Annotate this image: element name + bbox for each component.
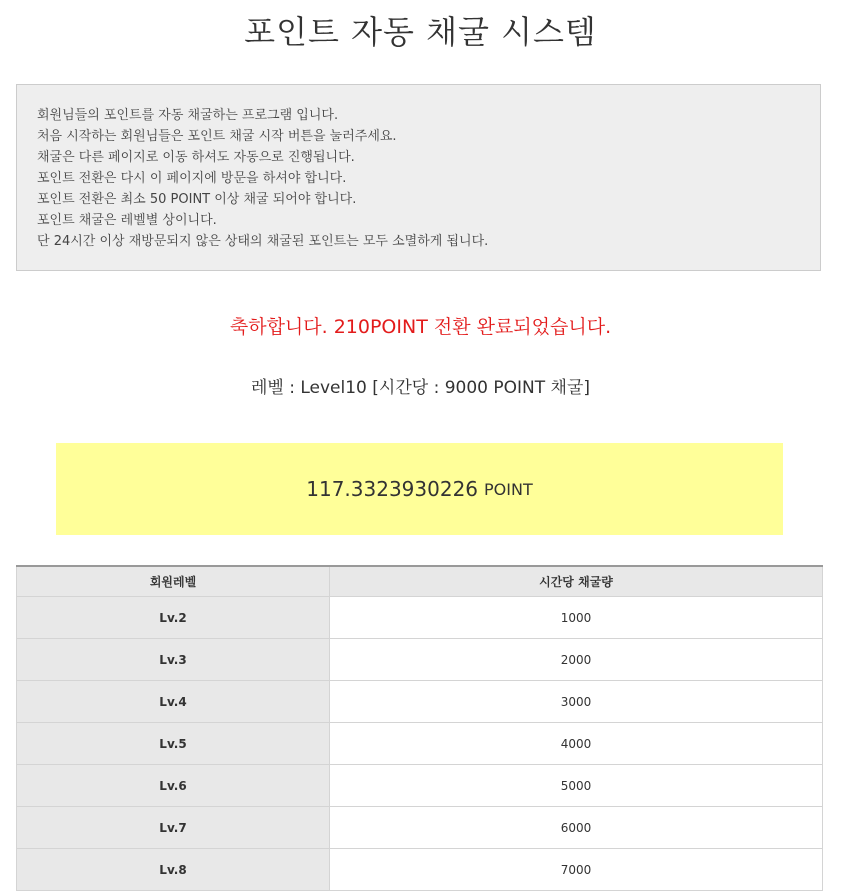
info-line: 포인트 전환은 최소 50 POINT 이상 채굴 되어야 합니다. <box>37 192 357 207</box>
rate-cell: 6000 <box>330 807 823 849</box>
page-title: 포인트 자동 채굴 시스템 <box>244 13 597 51</box>
info-line: 처음 시작하는 회원님들은 포인트 채굴 시작 버튼을 눌러주세요. <box>37 129 397 144</box>
point-counter-value: 117.3323930226 <box>306 477 479 501</box>
info-line: 회원님들의 포인트를 자동 채굴하는 프로그램 입니다. <box>37 108 339 123</box>
info-line: 채굴은 다른 페이지로 이동 하셔도 자동으로 진행됩니다. <box>37 150 355 165</box>
column-header-level: 회원레벨 <box>17 566 330 597</box>
column-header-rate: 시간당 채굴량 <box>330 566 823 597</box>
point-counter-box <box>56 443 783 535</box>
info-box <box>16 84 821 271</box>
table-header-row <box>17 566 823 597</box>
info-line: 포인트 채굴은 레벨별 상이니다. <box>37 213 217 228</box>
table-row <box>17 597 823 639</box>
table-row <box>17 765 823 807</box>
rate-cell: 4000 <box>330 723 823 765</box>
table-row <box>17 849 823 891</box>
level-cell: Lv.4 <box>17 681 330 723</box>
level-cell: Lv.8 <box>17 849 330 891</box>
level-cell: Lv.5 <box>17 723 330 765</box>
rate-cell: 2000 <box>330 639 823 681</box>
level-cell: Lv.2 <box>17 597 330 639</box>
table-row <box>17 723 823 765</box>
info-line: 단 24시간 이상 재방문되지 않은 상태의 채굴된 포인트는 모두 소멸하게 됩니다. <box>37 234 489 249</box>
rate-cell: 3000 <box>330 681 823 723</box>
info-line: 포인트 전환은 다시 이 페이지에 방문을 하셔야 합니다. <box>37 171 347 186</box>
rate-cell: 5000 <box>330 765 823 807</box>
rate-cell: 1000 <box>330 597 823 639</box>
table-row <box>17 639 823 681</box>
rate-cell: 7000 <box>330 849 823 891</box>
level-cell: Lv.6 <box>17 765 330 807</box>
level-cell: Lv.3 <box>17 639 330 681</box>
current-level-info: 레벨 : Level10 [시간당 : 9000 POINT 채굴] <box>250 378 591 398</box>
conversion-complete-message: 축하합니다. 210POINT 전환 완료되었습니다. <box>229 316 612 338</box>
level-cell: Lv.7 <box>17 807 330 849</box>
table-row <box>17 681 823 723</box>
point-counter-unit: POINT <box>484 479 533 499</box>
level-rate-table <box>16 565 823 891</box>
table-row <box>17 807 823 849</box>
